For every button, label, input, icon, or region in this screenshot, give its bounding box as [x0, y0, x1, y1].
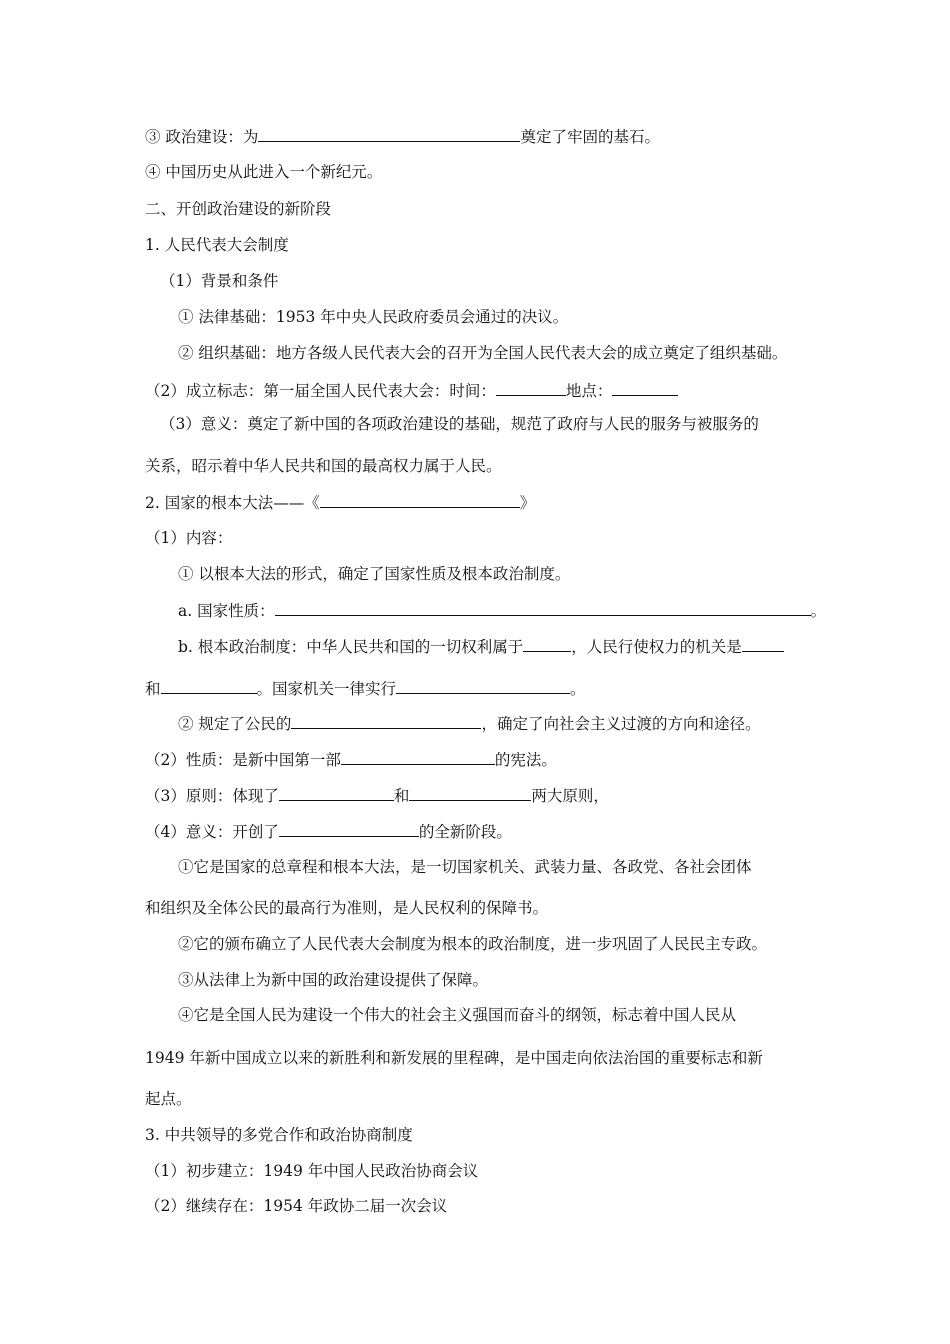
text-line [178, 600, 826, 621]
line-text: 。 [810, 602, 827, 620]
line-text: a. 国家性质： [178, 602, 275, 620]
line-text: （3）原则：体现了 [145, 787, 279, 805]
text-line [178, 636, 784, 657]
text-line: ①它是国家的总章程和根本大法，是一切国家机关、武装力量、各政党、各社会团体 [178, 858, 752, 876]
text-line: ① 以根本大法的形式，确定了国家性质及根本政治制度。 [178, 565, 571, 583]
text-line: ③从法律上为新中国的政治建设提供了保障。 [178, 971, 489, 989]
text-line [145, 126, 660, 147]
text-line: （3）意义：奠定了新中国的各项政治建设的基础，规范了政府与人民的服务与被服务的 [160, 415, 759, 433]
text-line: ④它是全国人民为建设一个伟大的社会主义强国而奋斗的纲领，标志着中国人民从 [178, 1006, 737, 1024]
line-text: 两大原则， [531, 787, 609, 805]
line-text: b. 根本政治制度：中华人民共和国的一切权利属于 [178, 638, 524, 656]
text-line: 1949 年新中国成立以来的新胜利和新发展的里程碑，是中国走向依法治国的重要标志和新 [145, 1049, 763, 1067]
text-line: ④ 中国历史从此进入一个新纪元。 [145, 163, 383, 181]
line-text: ② 规定了公民的 [178, 715, 292, 733]
text-line [145, 785, 609, 806]
line-text: 的全新阶段。 [418, 823, 512, 841]
fill-blank[interactable] [496, 380, 566, 396]
subsection-heading: 1. 人民代表大会制度 [145, 236, 289, 254]
line-text: ③ 政治建设：为 [145, 128, 259, 146]
text-line: ① 法律基础：1953 年中央人民政府委员会通过的决议。 [178, 308, 569, 326]
text-line: ②它的颁布确立了人民代表大会制度为根本的政治制度，进一步巩固了人民民主专政。 [178, 935, 768, 953]
text-line [178, 713, 760, 734]
fill-blank[interactable] [161, 678, 257, 694]
line-text: 的宪法。 [494, 751, 557, 769]
line-text: 和 [145, 680, 161, 698]
line-text: 。 [570, 680, 586, 698]
text-line: ② 组织基础：地方各级人民代表大会的召开为全国人民代表大会的成立奠定了组织基础。 [178, 344, 788, 362]
fill-blank[interactable] [523, 636, 571, 652]
line-text: 》 [519, 494, 536, 512]
line-text: ，人民行使权力的机关是 [571, 638, 742, 656]
line-text: （2）成立标志：第一届全国人民代表大会：时间： [145, 382, 496, 400]
line-text: （4）意义：开创了 [145, 823, 279, 841]
fill-blank[interactable] [396, 678, 570, 694]
text-line: （2）继续存在：1954 年政协二届一次会议 [145, 1197, 448, 1215]
fill-blank[interactable] [279, 785, 394, 801]
text-line: （1）初步建立：1949 年中国人民政治协商会议 [145, 1162, 479, 1180]
text-line: 关系，昭示着中华人民共和国的最高权力属于人民。 [145, 457, 502, 475]
text-line: （1）内容： [145, 529, 233, 547]
line-text: 地点： [565, 382, 613, 400]
text-line [145, 821, 512, 842]
fill-blank[interactable] [341, 749, 495, 765]
text-line [145, 380, 678, 401]
text-line: 起点。 [145, 1090, 192, 1108]
line-text: 。国家机关一律实行 [256, 680, 397, 698]
fill-blank[interactable] [320, 492, 520, 508]
line-text: 奠定了牢固的基石。 [520, 128, 660, 146]
text-line: （1）背景和条件 [160, 272, 279, 290]
subsection-heading [145, 492, 535, 513]
subsection-heading: 3. 中共领导的多党合作和政治协商制度 [145, 1126, 413, 1144]
fill-blank[interactable] [409, 785, 531, 801]
text-line [145, 749, 557, 770]
line-text: ，确定了向社会主义过渡的方向和途径。 [481, 715, 761, 733]
line-text: 2. 国家的根本大法——《 [145, 494, 320, 512]
text-line: 和组织及全体公民的最高行为准则，是人民权利的保障书。 [145, 899, 549, 917]
fill-blank[interactable] [279, 821, 419, 837]
fill-blank[interactable] [291, 713, 481, 729]
section-heading: 二、开创政治建设的新阶段 [145, 200, 332, 218]
fill-blank[interactable] [742, 636, 784, 652]
line-text: （2）性质：是新中国第一部 [145, 751, 341, 769]
fill-blank[interactable] [258, 126, 520, 142]
text-line [145, 678, 586, 699]
fill-blank[interactable] [275, 600, 811, 616]
line-text: 和 [393, 787, 410, 805]
fill-blank[interactable] [612, 380, 678, 396]
